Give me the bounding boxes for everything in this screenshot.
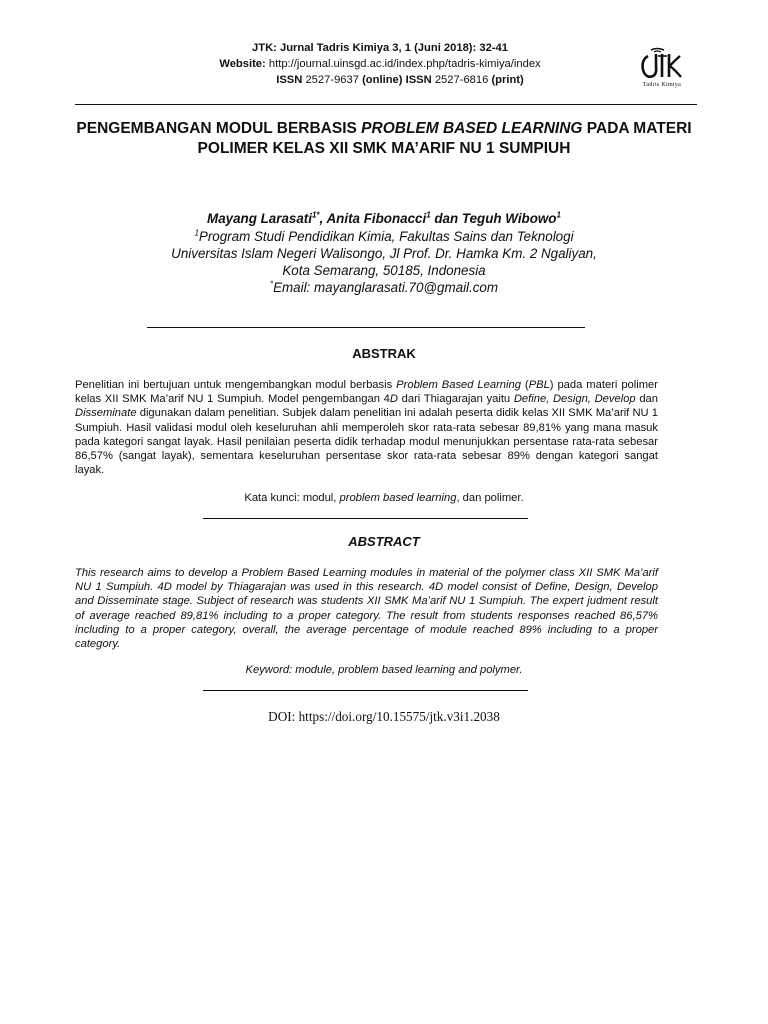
website-label: Website: xyxy=(219,58,266,70)
author-sep-2: dan xyxy=(430,211,462,226)
affiliation-line-2: Universitas Islam Negeri Walisongo, Jl Prof. Dr. Hamka Km. 2 Ngaliyan, xyxy=(171,246,597,261)
issn-label-online: ISSN xyxy=(276,74,303,86)
author-3: Teguh Wibowo xyxy=(461,211,557,226)
kata-kunci-text-2: , dan polimer. xyxy=(456,492,524,504)
journal-citation: JTK: Jurnal Tadris Kimiya 3, 1 (Juni 2018): 32-41 xyxy=(252,42,508,54)
author-list xyxy=(60,210,708,227)
abstrak-italic-4: Define, Design, Develop xyxy=(513,393,636,406)
author-1-sup: 1* xyxy=(311,210,320,220)
title-part-1: PENGEMBANGAN MODUL BERBASIS xyxy=(76,120,362,137)
author-1: Mayang Larasati xyxy=(207,211,312,226)
website-url[interactable]: http://journal.uinsgd.ac.id/index.php/tadris-kimiya/index xyxy=(268,58,541,70)
abstrak-text-4: dari Thiagarajan yaitu xyxy=(397,393,514,406)
separator-line xyxy=(147,327,585,328)
abstrak-heading: ABSTRAK xyxy=(352,346,416,361)
abstrak-italic-2: PBL xyxy=(528,379,550,391)
keyword-rule-2 xyxy=(203,690,528,691)
kata-kunci-text-1: Kata kunci: modul, xyxy=(244,492,340,504)
affiliation-sup: 1 xyxy=(194,228,199,238)
header-rule xyxy=(75,104,697,105)
journal-info xyxy=(120,40,640,88)
email-sup: * xyxy=(269,279,274,289)
doi-link[interactable]: DOI: https://doi.org/10.15575/jtk.v3i1.2038 xyxy=(268,709,500,724)
kata-kunci xyxy=(0,492,768,504)
keyword-line: Keyword: module, problem based learning and polymer. xyxy=(245,664,523,676)
journal-header xyxy=(0,40,768,100)
issn-online-number: 2527-9637 xyxy=(305,74,359,86)
author-email[interactable]: Email: mayanglarasati.70@gmail.com xyxy=(273,280,499,295)
affiliation-line-3: Kota Semarang, 50185, Indonesia xyxy=(282,263,486,278)
abstrak-italic-3: D xyxy=(389,393,398,406)
journal-logo xyxy=(634,46,690,104)
issn-label-print: ISSN xyxy=(405,74,432,86)
keyword-rule-1 xyxy=(203,518,528,519)
affiliation-text-1: Program Studi Pendidikan Kimia, Fakultas Sains dan Teknologi xyxy=(198,229,574,244)
issn-print-tag: (print) xyxy=(491,74,524,86)
author-2: Anita Fibonacci xyxy=(326,211,427,226)
affiliation-block xyxy=(60,228,708,296)
author-sep-1: , xyxy=(319,211,327,226)
abstrak-italic-1: Problem Based Learning xyxy=(396,379,521,391)
abstrak-paragraph xyxy=(75,378,658,477)
abstrak-text-2: ( xyxy=(520,379,529,391)
abstrak-text-6: digunakan dalam penelitian. Subjek dalam penelitian ini adalah peserta didik kelas XII SMK Ma’arif NU 1 Sumpiuh. Hasil validasi modul oleh keseluruhan ahli memperoleh skor rata-rata sebesar 89,81% yang mana masuk pada kategori sangat layak. Hasil penilaian peserta didik terhadap modul menunjukkan persentase rata-rata sebesar 86,57% (sangat layak), sementara keseluruhan persentase skor rata-rata sebesar 89% dengan kategori sangat layak. xyxy=(75,407,658,477)
issn-print-number: 2527-6816 xyxy=(434,74,489,86)
title-part-italic: PROBLEM BASED LEARNING xyxy=(361,120,583,137)
issn-line xyxy=(120,72,640,88)
abstract-heading: ABSTRACT xyxy=(348,534,420,549)
abstrak-text-3: ) pada materi polimer kelas XII SMK Ma’arif NU 1 Sumpiuh. Model pengembangan 4 xyxy=(75,379,658,406)
website-line xyxy=(120,56,640,72)
logo-caption: Tadris Kimiya xyxy=(642,82,682,88)
jtk-logo-icon xyxy=(637,46,687,82)
abstrak-text-5: dan xyxy=(635,393,658,406)
issn-online-tag: (online) xyxy=(362,74,403,86)
abstrak-text-1: Penelitian ini bertujuan untuk mengembangkan modul berbasis xyxy=(75,379,397,391)
abstract-paragraph: This research aims to develop a Problem Based Learning modules in material of the polymer class XII SMK Ma’arif NU 1 Sumpiuh. 4D model by Thiagarajan was used in this research. 4D model consist of Define, Design, Develop and Disseminate stage. Subject of research was students XII SMK Ma’arif NU 1 Sumpiuh. The expert judment result of average reached 89,81% including to a proper category. The result from students responses reached 86,57% including to a proper category, overall, the average percentage of module reached 89% including to a proper category. xyxy=(75,567,658,651)
email-line xyxy=(60,279,708,296)
kata-kunci-italic: problem based learning xyxy=(339,492,457,504)
paper-title xyxy=(60,119,708,159)
author-2-sup: 1 xyxy=(426,210,431,220)
author-3-sup: 1 xyxy=(556,210,561,220)
title-part-3: PADA MATERI POLIMER KELAS XII SMK MA’ARIF NU 1 SUMPIUH xyxy=(197,120,692,157)
affiliation-line-1 xyxy=(60,228,708,245)
abstrak-italic-5: Disseminate xyxy=(75,407,137,420)
